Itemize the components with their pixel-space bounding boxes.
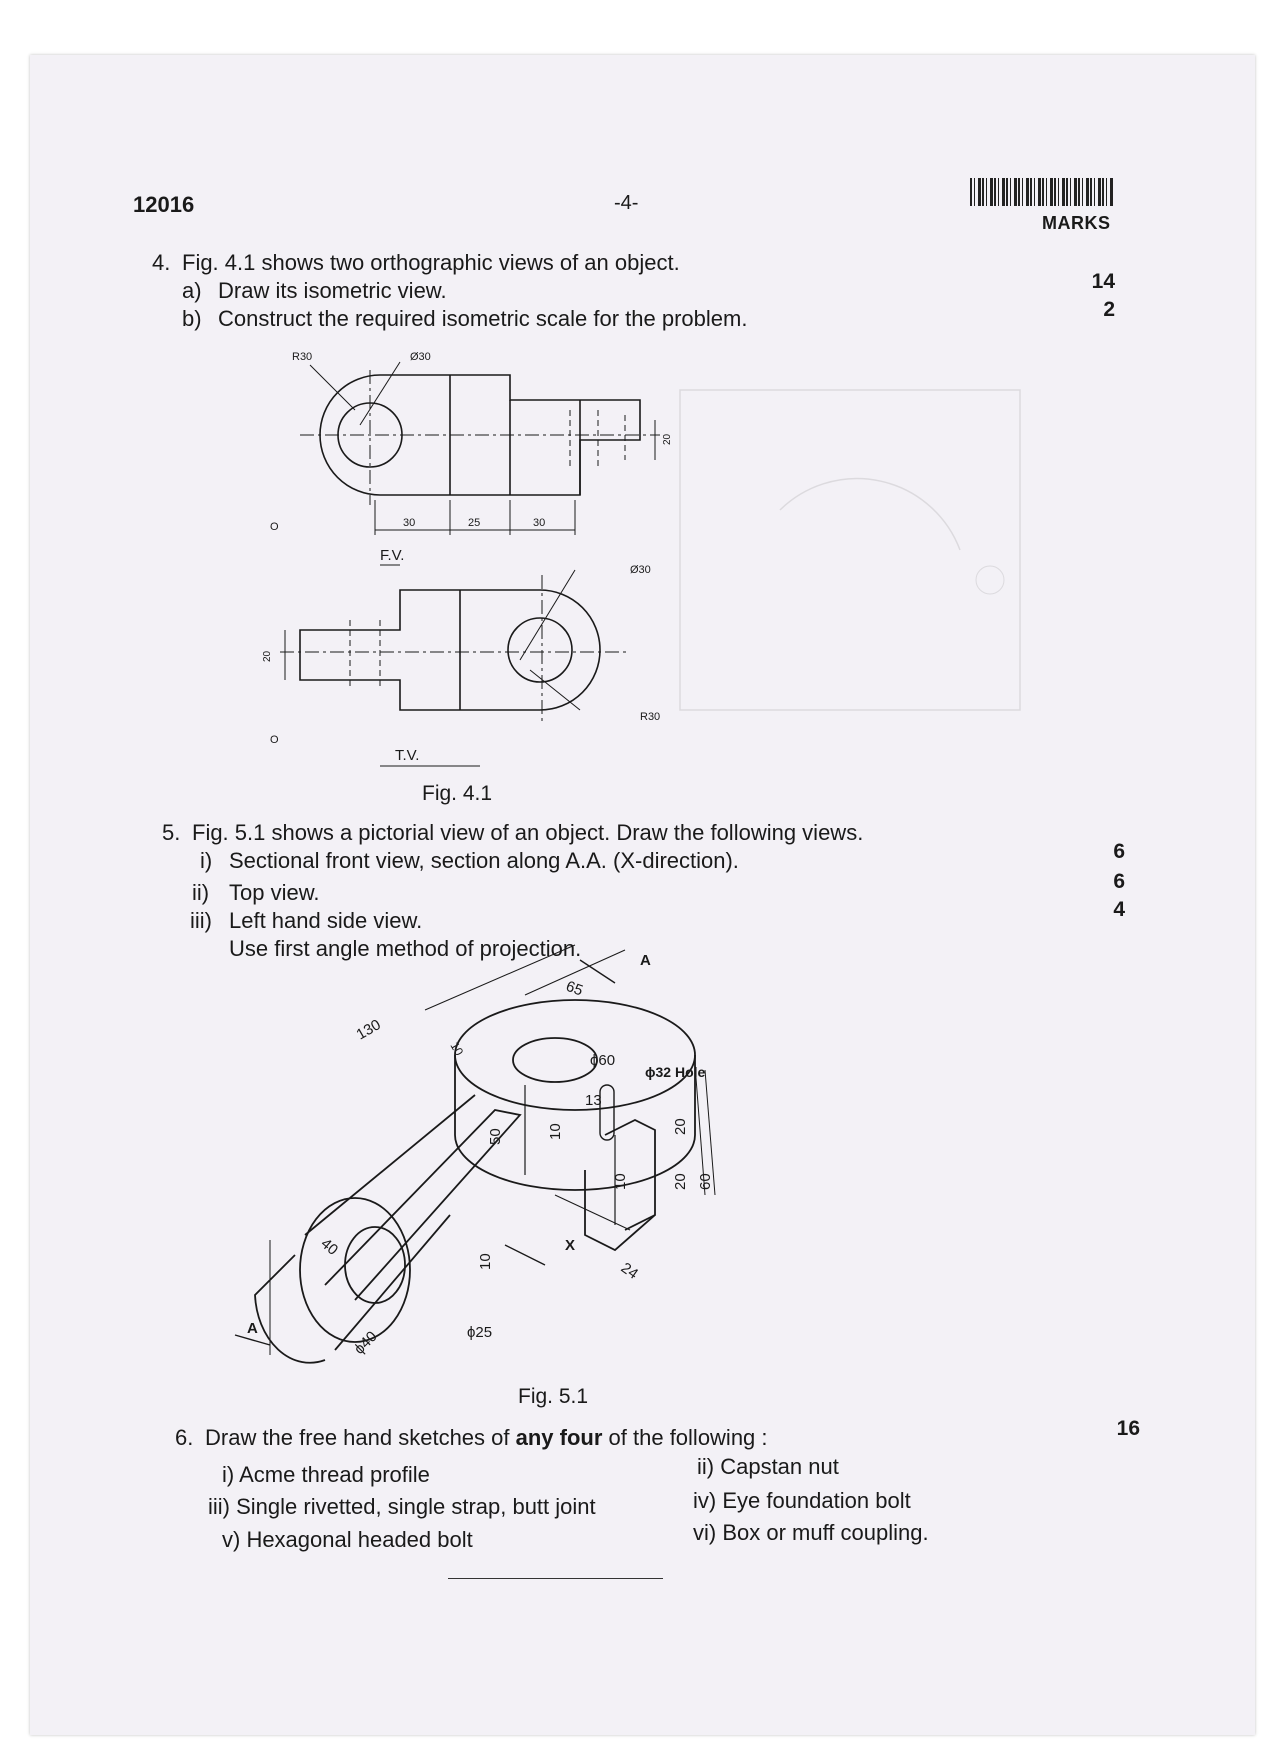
q5iii-label: iii) — [190, 908, 212, 933]
tv-height-label: 20 — [262, 650, 273, 662]
direction-label-x: X — [565, 1237, 576, 1254]
q5-text: Fig. 5.1 shows a pictorial view of an object. Draw the following views. — [192, 820, 864, 845]
q5i-text: Sectional front view, section along A.A. (X-direction). — [229, 848, 739, 873]
fv-dim-3: 30 — [533, 517, 546, 529]
q4b-label: b) — [182, 306, 202, 331]
fig-5-1-caption: Fig. 5.1 — [518, 1385, 589, 1408]
q6-item-5: v) Hexagonal headed bolt — [222, 1527, 473, 1552]
top-view — [280, 570, 630, 725]
pictorial-object — [235, 945, 715, 1363]
dim-50: 50 — [487, 1128, 504, 1145]
paper-code: 12016 — [133, 192, 195, 217]
fv-label: F.V. — [380, 547, 405, 564]
q4a-text: Draw its isometric view. — [218, 278, 447, 303]
end-rule — [448, 1578, 663, 1579]
dim-60: 60 — [697, 1173, 714, 1190]
q4-number: 4. — [152, 250, 171, 275]
q5-number: 5. — [162, 820, 181, 845]
page-number: -4- — [614, 192, 639, 214]
q6-item-4: iv) Eye foundation bolt — [693, 1488, 911, 1513]
q6-item-1: i) Acme thread profile — [222, 1462, 430, 1487]
dim-10-b: 10 — [612, 1173, 629, 1190]
dim-phi60: ϕ60 — [590, 1052, 616, 1069]
tv-diameter-label: Ø30 — [630, 564, 651, 576]
dim-20-a: 20 — [672, 1118, 689, 1135]
q6-text-end: of the following : — [602, 1425, 768, 1450]
q6-text — [205, 1425, 768, 1451]
marks-heading: MARKS — [1042, 213, 1111, 233]
q5i-marks: 6 — [1113, 840, 1125, 863]
q6-item-3: iii) Single rivetted, single strap, butt joint — [208, 1494, 596, 1519]
q5-note: Use first angle method of projection. — [229, 936, 582, 961]
fv-dim-1: 30 — [403, 517, 416, 529]
dim-65: 65 — [563, 977, 586, 1000]
dim-10-c: 10 — [477, 1253, 494, 1270]
dim-phi32-hole: ϕ32 Hole — [645, 1064, 706, 1080]
show-through-figure — [660, 370, 1060, 770]
dim-phi25: ϕ25 — [467, 1324, 493, 1341]
tv-origin-label: O — [270, 734, 279, 746]
q5i-label: i) — [200, 848, 213, 873]
fv-diameter-label: Ø30 — [410, 351, 431, 363]
q5ii-label: ii) — [192, 880, 210, 905]
q4a-marks: 14 — [1091, 270, 1115, 293]
q6-text-emphasis: any four — [515, 1425, 603, 1450]
q6-text-start: Draw the free hand sketches of — [205, 1425, 516, 1450]
fv-dim-2: 25 — [468, 517, 481, 529]
dim-20-b: 20 — [672, 1173, 689, 1190]
dim-10-a: 10 — [547, 1123, 564, 1140]
dim-130: 130 — [353, 1016, 384, 1044]
q6-marks: 16 — [1116, 1417, 1140, 1440]
q4a-label: a) — [182, 278, 202, 303]
dim-24: 24 — [617, 1259, 642, 1283]
q5iii-marks: 4 — [1113, 898, 1125, 921]
barcode-image — [970, 178, 1114, 206]
q6-item-6: vi) Box or muff coupling. — [693, 1520, 929, 1545]
q4b-text: Construct the required isometric scale for the problem. — [218, 306, 748, 331]
dim-40-a: 40 — [317, 1235, 342, 1259]
front-view — [300, 362, 660, 535]
q6-item-2: ii) Capstan nut — [697, 1454, 839, 1479]
q5ii-marks: 6 — [1113, 870, 1125, 893]
tv-label: T.V. — [395, 747, 420, 764]
q6-number: 6. — [175, 1425, 194, 1450]
q5ii-text: Top view. — [229, 880, 320, 905]
fig-4-1-drawing — [262, 340, 680, 780]
dim-phi40: ϕ40 — [350, 1328, 381, 1358]
q4b-marks: 2 — [1103, 298, 1115, 321]
dim-10-d: 10 — [447, 1039, 467, 1059]
tv-radius-label: R30 — [640, 711, 661, 723]
fv-origin-label: O — [270, 521, 279, 533]
q5iii-text: Left hand side view. — [229, 908, 423, 933]
fv-radius-label: R30 — [292, 351, 313, 363]
section-label-a-bottom: A — [247, 1320, 258, 1337]
q4-text: Fig. 4.1 shows two orthographic views of an object. — [182, 250, 680, 275]
dim-13: 13 — [585, 1092, 602, 1109]
section-label-a-top: A — [640, 952, 651, 969]
fv-height-label: 20 — [662, 433, 673, 445]
fig-4-1-caption: Fig. 4.1 — [422, 782, 493, 805]
fig-5-1-drawing — [235, 952, 815, 1375]
